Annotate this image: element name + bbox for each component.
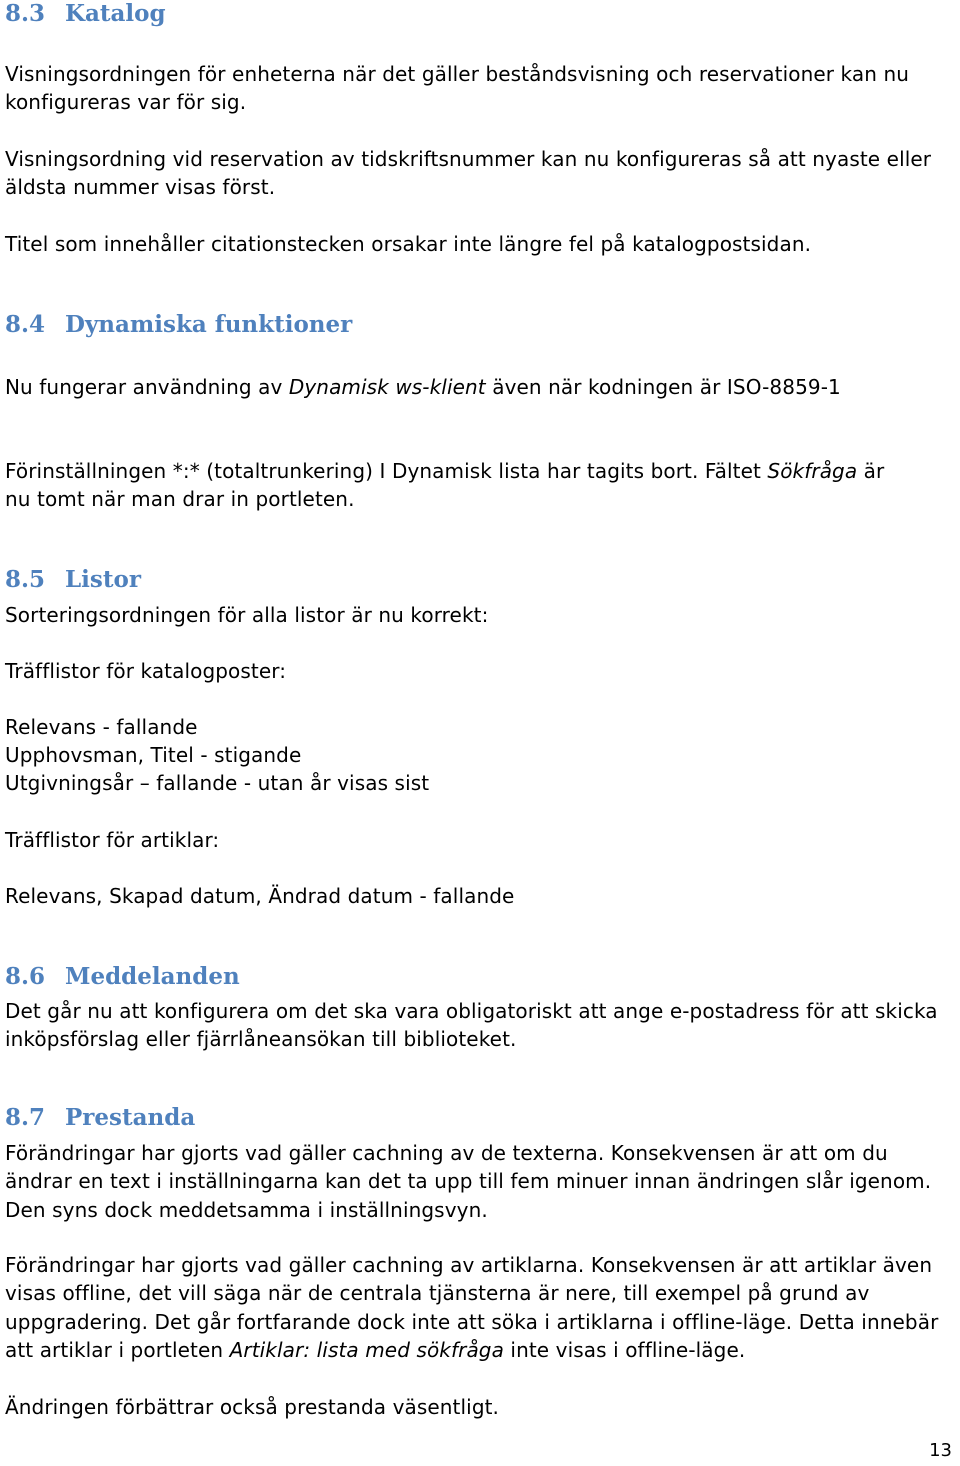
list-heading: Träfflistor för katalogposter: — [5, 659, 287, 683]
text-run: Nu fungerar användning av — [5, 375, 289, 399]
section-heading-8-7 — [5, 1104, 195, 1132]
section-heading-8-4 — [5, 311, 352, 339]
paragraph — [5, 457, 905, 514]
section-number: 8.4 — [5, 311, 46, 338]
section-title: Meddelanden — [65, 963, 240, 990]
italic-term: Sökfråga — [767, 459, 858, 483]
italic-term: Dynamisk ws-klient — [288, 375, 486, 399]
text-run: Förinställningen *:* (totaltrunkering) I Dynamisk lista har tagits bort. Fältet — [5, 459, 768, 483]
section-number: 8.6 — [5, 963, 46, 990]
page-number: 13 — [929, 1440, 952, 1461]
section-number: 8.3 — [5, 0, 46, 27]
section-heading-8-6 — [5, 963, 240, 991]
paragraph — [5, 1251, 950, 1364]
section-title: Prestanda — [65, 1104, 196, 1131]
paragraph: Ändringen förbättrar också prestanda väsentligt. — [5, 1395, 500, 1419]
list-line: Utgivningsår – fallande - utan år visas sist — [5, 771, 430, 795]
paragraph: Titel som innehåller citationstecken orsakar inte längre fel på katalogpostsidan. — [5, 232, 812, 256]
section-title: Katalog — [65, 0, 166, 27]
paragraph: Förändringar har gjorts vad gäller cachning av de texterna. Konsekvensen är att om du ändrar en text i inställningarna kan det ta upp till fem minuer innan ändringen slår igenom. Den syns dock meddetsamma i inställningsvyn. — [5, 1141, 932, 1222]
list-line: Upphovsman, Titel - stigande — [5, 743, 302, 767]
list-heading: Träfflistor för artiklar: — [5, 828, 220, 852]
list-line: Relevans - fallande — [5, 715, 198, 739]
text-run: är nu tomt när man drar in portleten. — [5, 459, 885, 512]
list-line: Relevans, Skapad datum, Ändrad datum - fallande — [5, 884, 515, 908]
section-title: Dynamiska funktioner — [65, 311, 353, 338]
paragraph: Sorteringsordningen för alla listor är nu korrekt: — [5, 603, 489, 627]
section-heading-8-5 — [5, 566, 141, 594]
section-number: 8.5 — [5, 566, 46, 593]
section-title: Listor — [65, 566, 141, 593]
paragraph — [5, 373, 895, 401]
text-run: Förändringar har gjorts vad gäller cachning av artiklarna. Konsekvensen är att artiklar även visas offline, det vill säga när de centrala tjänsterna är nere, till exempel på grund av uppgradering. Det går fortfarande dock inte att söka i artiklarna i offline-läge. Detta innebär att artiklar i portleten — [5, 1253, 939, 1362]
paragraph: Visningsordningen för enheterna när det gäller beståndsvisning och reservationer kan nu konfigureras var för sig. — [5, 62, 910, 115]
text-run: inte visas i offline-läge. — [503, 1337, 746, 1362]
italic-term: Artiklar: lista med sökfråga — [229, 1337, 504, 1362]
paragraph: Visningsordning vid reservation av tidskriftsnummer kan nu konfigureras så att nyaste eller äldsta nummer visas först. — [5, 147, 932, 200]
section-number: 8.7 — [5, 1104, 46, 1131]
paragraph: Det går nu att konfigurera om det ska vara obligatoriskt att ange e-postadress för att skicka inköpsförslag eller fjärrlåneansökan till biblioteket. — [5, 999, 938, 1052]
section-heading-8-3 — [5, 0, 166, 28]
text-run: även när kodningen är ISO-8859-1 — [485, 375, 841, 399]
